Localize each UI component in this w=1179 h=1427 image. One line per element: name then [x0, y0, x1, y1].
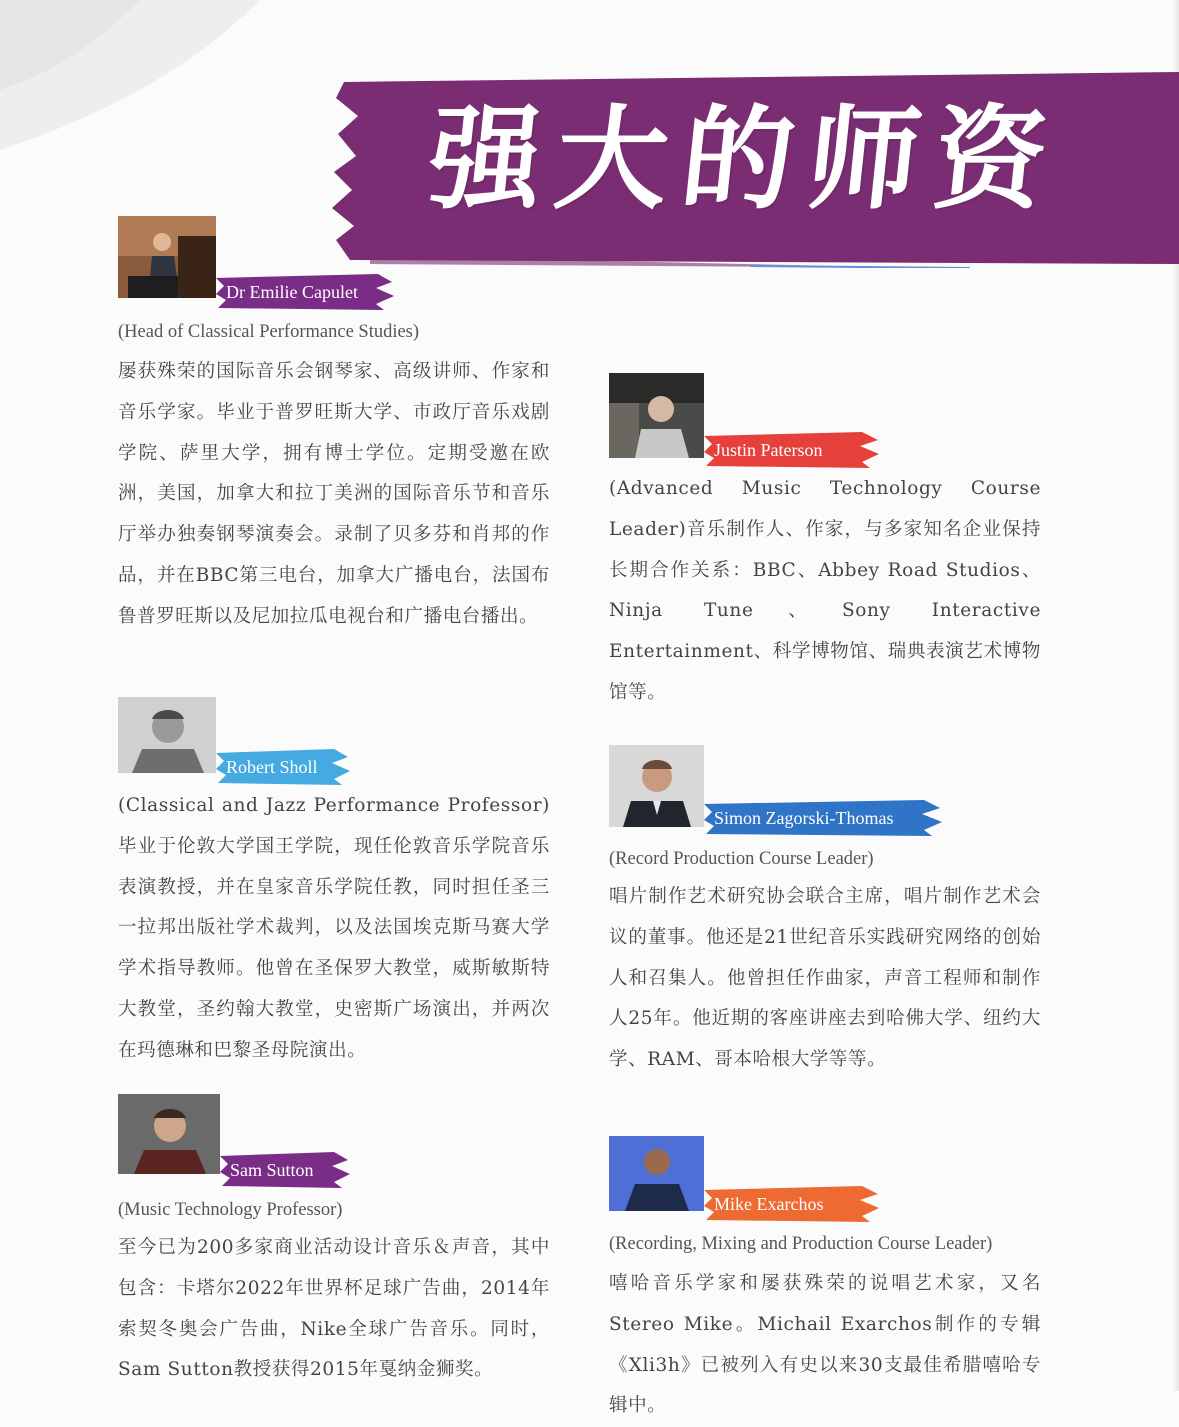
teacher-bio: 至今已为200多家商业活动设计音乐＆声音，其中包含：卡塔尔2022年世界杯足球广告曲，2014年索契冬奥会广告曲，Nike全球广告音乐。同时，Sam Sutton教授获得2015年戛纳金狮奖。 — [118, 1237, 550, 1381]
teacher-name: Sam Sutton — [230, 1160, 314, 1180]
teacher-role: (Music Technology Professor) — [118, 1200, 343, 1220]
teacher-name: Simon Zagorski-Thomas — [714, 808, 894, 828]
teacher-name: Justin Paterson — [714, 440, 823, 460]
teacher-card-emilie-capulet — [118, 216, 558, 686]
page-title: 强大的师资 — [423, 95, 1067, 225]
name-tag — [704, 1186, 879, 1222]
teacher-role: (Record Production Course Leader) — [609, 849, 874, 869]
teacher-card-mike-exarchos — [609, 1136, 1049, 1417]
teacher-card-justin-paterson — [609, 373, 1049, 703]
teacher-photo — [118, 1094, 220, 1174]
name-tag — [704, 800, 942, 836]
teacher-photo — [609, 745, 704, 827]
teacher-card-simon-zagorski-thomas — [609, 745, 1049, 1085]
teacher-photo — [609, 1136, 704, 1211]
name-tag — [220, 1152, 350, 1188]
teacher-role: (Recording, Mixing and Production Course Leader) — [609, 1234, 993, 1254]
teacher-photo — [609, 373, 704, 458]
name-tag — [216, 749, 350, 785]
name-tag — [704, 432, 879, 468]
teacher-card-robert-sholl — [118, 697, 558, 1077]
teacher-bio: (Advanced Music Technology Course Leader)音乐制作人、作家，与多家知名企业保持长期合作关系：BBC、Abbey Road Studios、Ninja Tune、Sony Interactive Entertainment、科学博物馆、瑞典表演艺术博物馆等。 — [609, 478, 1041, 703]
teacher-photo — [118, 216, 216, 298]
teacher-photo — [118, 697, 216, 773]
teacher-name: Robert Sholl — [226, 757, 318, 777]
name-tag — [216, 274, 394, 310]
teacher-bio: 屡获殊荣的国际音乐会钢琴家、高级讲师、作家和音乐学家。毕业于普罗旺斯大学、市政厅音乐戏剧学院、萨里大学，拥有博士学位。定期受邀在欧洲，美国，加拿大和拉丁美洲的国际音乐节和音乐厅举办独奏钢琴演奏会。录制了贝多芬和肖邦的作品，并在BBC第三电台，加拿大广播电台，法国布鲁普罗旺斯以及尼加拉瓜电视台和广播电台播出。 — [118, 361, 550, 627]
teacher-role: (Head of Classical Performance Studies) — [118, 322, 420, 342]
teacher-bio: (Classical and Jazz Performance Professor)毕业于伦敦大学国王学院，现任伦敦音乐学院音乐表演教授，并在皇家音乐学院任教，同时担任圣三一拉邦出版社学术裁判，以及法国埃克斯马赛大学学术指导教师。他曾在圣保罗大教堂，威斯敏斯特大教堂，圣约翰大教堂，史密斯广场演出，并两次在玛德琳和巴黎圣母院演出。 — [118, 795, 550, 1061]
teacher-name: Mike Exarchos — [714, 1194, 824, 1214]
teacher-card-sam-sutton — [118, 1094, 558, 1391]
teacher-bio: 嘻哈音乐学家和屡获殊荣的说唱艺术家，又名Stereo Mike。Michail Exarchos制作的专辑《Xli3h》已被列入有史以来30支最佳希腊嘻哈专辑中。 — [609, 1273, 1041, 1417]
teacher-name: Dr Emilie Capulet — [226, 282, 358, 302]
teacher-bio: 唱片制作艺术研究协会联合主席，唱片制作艺术会议的董事。他还是21世纪音乐实践研究网络的创始人和召集人。他曾担任作曲家，声音工程师和制作人25年。他近期的客座讲座去到哈佛大学、纽约大学、RAM、哥本哈根大学等等。 — [609, 886, 1041, 1071]
